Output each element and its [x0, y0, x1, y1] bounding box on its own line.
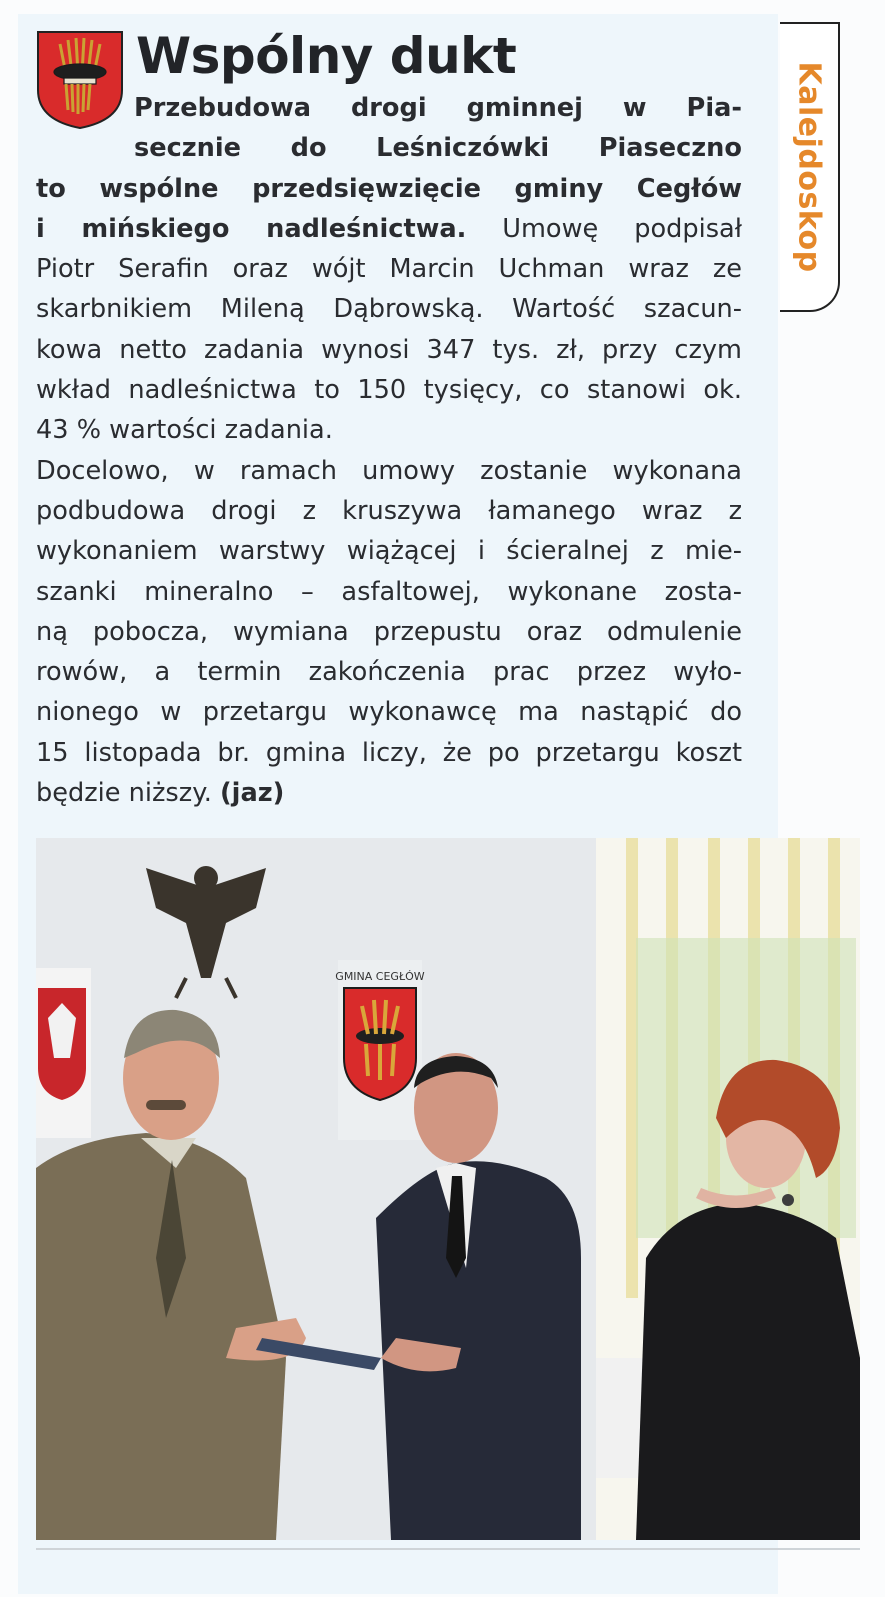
body-closing-line	[36, 773, 742, 813]
body-line: podbudowa drogi z kruszywa łamanego wraz z	[36, 495, 742, 526]
article-title: Wspólny dukt	[136, 27, 517, 85]
body-line: rowów, a termin zakończenia prac przez wyło-	[36, 657, 742, 688]
body-line: wkład nadleśnictwa to 150 tysięcy, co stanowi ok.	[36, 375, 742, 406]
body-line: wykonaniem warstwy wiążącej i ścieralnej z mie-	[36, 536, 742, 567]
lead-line: secznie do Leśniczówki Piaseczno	[134, 133, 742, 164]
article-lead	[134, 88, 742, 169]
lead-line-bold-part: i mińskiego nadleśnictwa.	[36, 213, 467, 244]
closing-text: będzie niższy.	[36, 778, 220, 809]
body-line: kowa netto zadania wynosi 347 tys. zł, przy czym	[36, 334, 742, 365]
article-photo	[36, 838, 860, 1540]
photo-illustration	[36, 838, 860, 1540]
lead-line: to wspólne przedsięwzięcie gminy Cegłów	[36, 173, 742, 204]
body-line: 15 listopada br. gmina liczy, że po przetargu koszt	[36, 737, 742, 768]
body-line: szanki mineralno – asfaltowej, wykonane zosta-	[36, 576, 742, 607]
body-line: 43 % wartości zadania.	[36, 415, 333, 446]
lead-line: Przebudowa drogi gminnej w Pia-	[134, 93, 742, 123]
bottom-rule	[36, 1548, 860, 1550]
body-line: nionego w przetargu wykonawcę ma nastąpić do	[36, 697, 742, 728]
body-line: Docelowo, w ramach umowy zostanie wykonana	[36, 455, 742, 486]
section-tab-label: Kalejdoskop	[791, 61, 827, 273]
lead-line-regular-part: Umowę podpisał	[466, 213, 742, 244]
lead-line-mixed	[36, 209, 742, 249]
body-line: ną pobocza, wymiana przepustu oraz odmulenie	[36, 616, 742, 647]
section-tab	[780, 22, 840, 312]
article-lead-continued	[36, 169, 742, 250]
body-line: Piotr Serafin oraz wójt Marcin Uchman wraz ze	[36, 254, 742, 285]
body-line: skarbnikiem Mileną Dąbrowską. Wartość szacun-	[36, 294, 742, 325]
coat-of-arms-icon	[36, 30, 124, 130]
banner-sign-text: GMINA CEGŁÓW	[335, 970, 425, 983]
article-body	[36, 249, 742, 813]
author-initials: (jaz)	[219, 778, 285, 809]
